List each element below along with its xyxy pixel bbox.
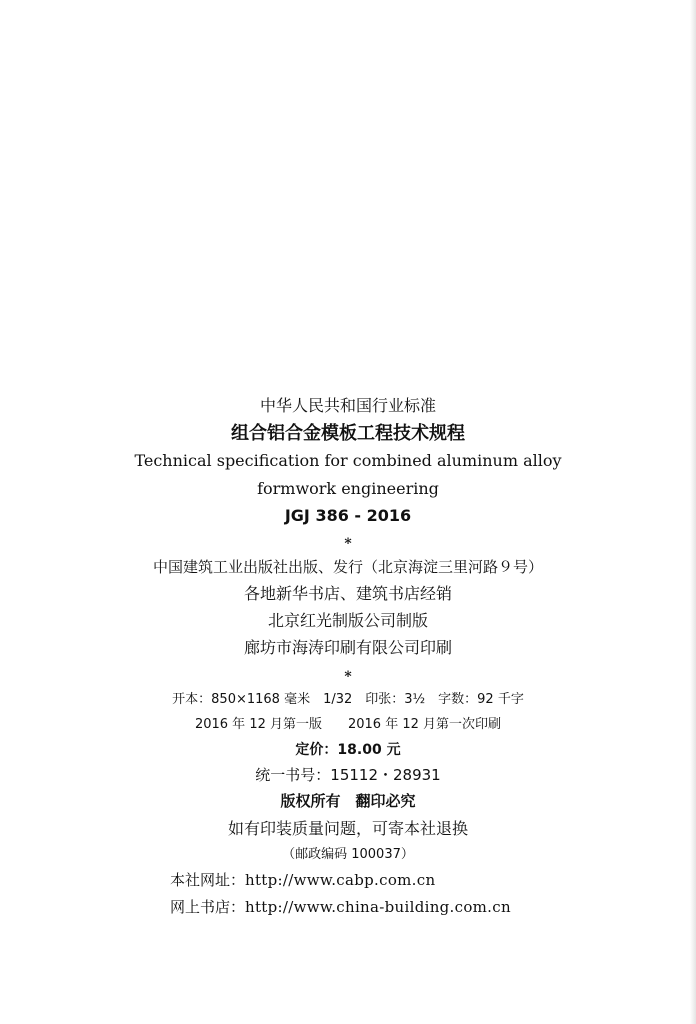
bookstore-row bbox=[170, 900, 511, 915]
edition-line: 2016 年 12 月第一版 2016 年 12 月第一次印刷 bbox=[194, 717, 502, 732]
bookstore-label: 网上书店： bbox=[170, 898, 246, 916]
standard-code: JGJ 386 - 2016 bbox=[284, 506, 412, 525]
title-cn: 组合铝合金模板工程技术规程 bbox=[231, 423, 465, 444]
separator-star: * bbox=[344, 669, 352, 685]
title-en-line2: formwork engineering bbox=[257, 479, 439, 498]
plate-maker-line: 北京红光制版公司制版 bbox=[267, 611, 428, 630]
title-en-line1: Technical specification for combined aluminum alloy bbox=[134, 451, 562, 470]
copyright-line: 版权所有 翻印必究 bbox=[280, 792, 416, 810]
website-row bbox=[170, 873, 435, 888]
website-link[interactable]: http://www.cabp.com.cn bbox=[245, 871, 436, 889]
postcode-line: （邮政编码 100037） bbox=[282, 847, 414, 862]
return-notice-line: 如有印装质量问题，可寄本社退换 bbox=[227, 819, 468, 838]
website-label: 本社网址： bbox=[170, 871, 246, 889]
standard-category: 中华人民共和国行业标准 bbox=[259, 396, 436, 415]
book-number-line: 统一书号：15112・28931 bbox=[255, 766, 441, 784]
publisher-line: 中国建筑工业出版社出版、发行（北京海淀三里河路９号） bbox=[152, 558, 543, 576]
separator-star: * bbox=[344, 536, 352, 552]
bookstore-link[interactable]: http://www.china-building.com.cn bbox=[245, 898, 511, 916]
distributor-line: 各地新华书店、建筑书店经销 bbox=[243, 584, 452, 603]
format-line: 开本：850×1168 毫米 1/32 印张：3½ 字数：92 千字 bbox=[172, 692, 524, 707]
printer-line: 廊坊市海涛印刷有限公司印刷 bbox=[243, 638, 452, 657]
price-line: 定价：18.00 元 bbox=[295, 742, 401, 758]
